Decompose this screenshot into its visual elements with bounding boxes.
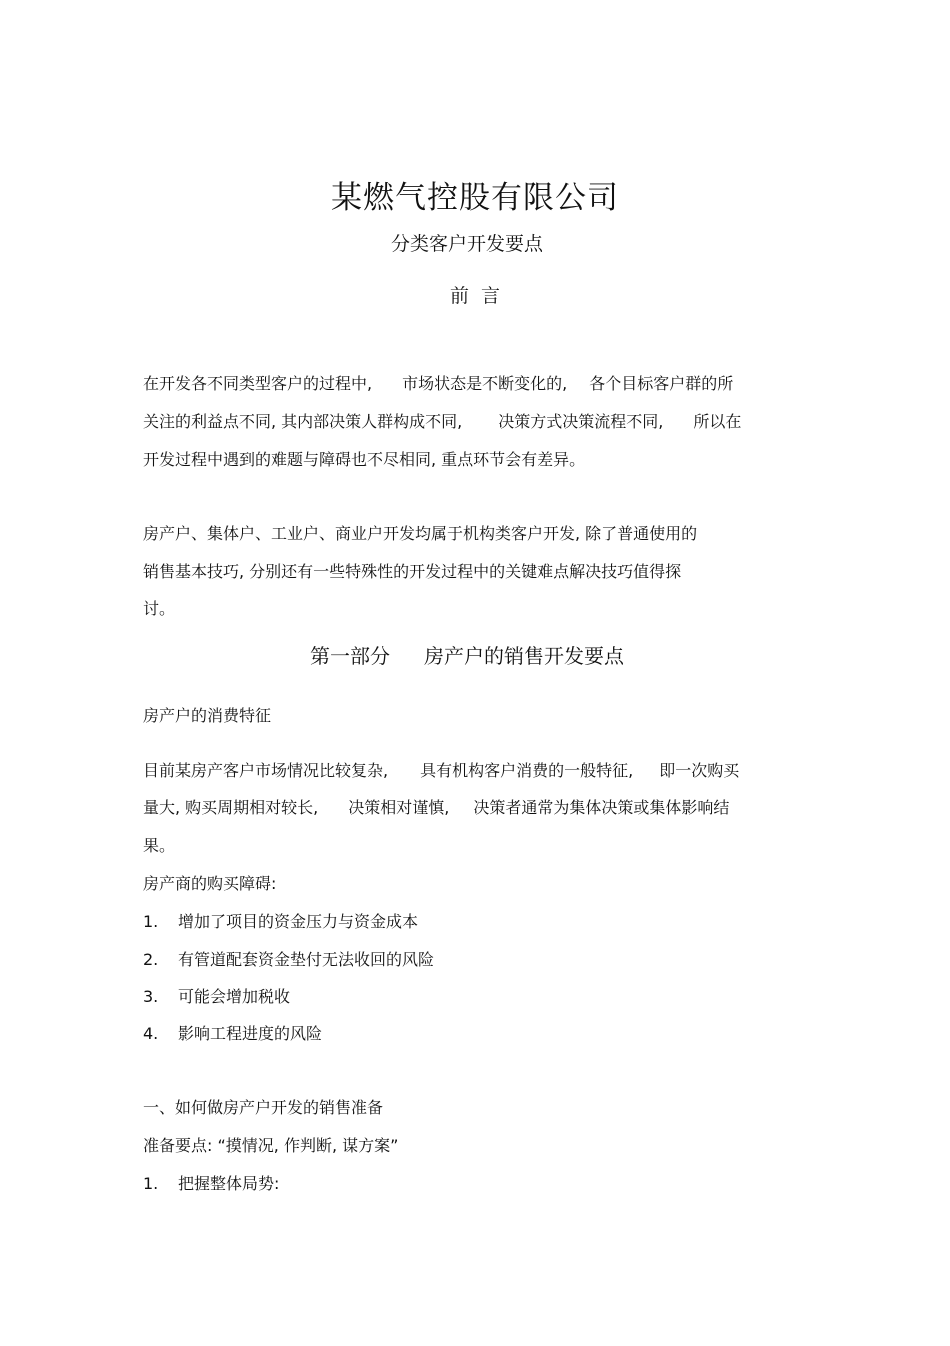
list-item [143,1024,322,1044]
prep-heading: 一、如何做房产户开发的销售准备 [143,1098,384,1117]
list-text: 把握整体局势: [178,1174,280,1193]
consumption-heading: 房产户的消费特征 [143,706,272,725]
list-number: 4. [143,1024,159,1043]
para2-line-1: 房产户、集体户、工业户、商业户开发均属于机构类客户开发, 除了普通使用的 [143,524,698,543]
list-item [143,912,418,932]
list-text: 有管道配套资金垫付无法收回的风险 [178,950,435,969]
section-name: 房产户的销售开发要点 [424,644,624,668]
list-text: 影响工程进度的风险 [178,1024,323,1043]
list-item [143,987,290,1007]
para2-line-2: 销售基本技巧, 分别还有一些特殊性的开发过程中的关键难点解决技巧值得探 [143,562,682,581]
intro-line-2: 关注的利益点不同, 其内部决策人群构成不同, 决策方式决策流程不同, 所以在 [143,412,742,431]
intro-line-1: 在开发各不同类型客户的过程中, 市场状态是不断变化的, 各个目标客户群的所 [143,374,734,393]
document-subtitle: 分类客户开发要点 [390,233,543,255]
obstacles-heading: 房产商的购买障碍: [143,874,277,893]
list-number: 1. [143,912,159,931]
list-item [143,1174,279,1194]
para2-line-3: 讨。 [143,599,176,618]
document-title: 某燃气控股有限公司 [331,180,619,216]
list-number: 1. [143,1174,159,1193]
consumption-line-2: 量大, 购买周期相对较长, 决策相对谨慎, 决策者通常为集体决策或集体影响结 [143,798,730,817]
foreword-heading: 前 言 [449,285,501,307]
list-number: 3. [143,987,159,1006]
list-item [143,950,434,970]
consumption-line-1: 目前某房产客户市场情况比较复杂, 具有机构客户消费的一般特征, 即一次购买 [143,761,740,780]
list-text: 增加了项目的资金压力与资金成本 [178,912,419,931]
prep-points: 准备要点: “摸情况, 作判断, 谋方案” [143,1136,399,1155]
list-text: 可能会增加税收 [178,987,291,1006]
section-part: 第一部分 [310,644,390,668]
list-number: 2. [143,950,159,969]
intro-line-3: 开发过程中遇到的难题与障碍也不尽相同, 重点环节会有差异。 [143,450,586,469]
section-heading [0,640,934,669]
consumption-line-3: 果。 [143,836,176,855]
